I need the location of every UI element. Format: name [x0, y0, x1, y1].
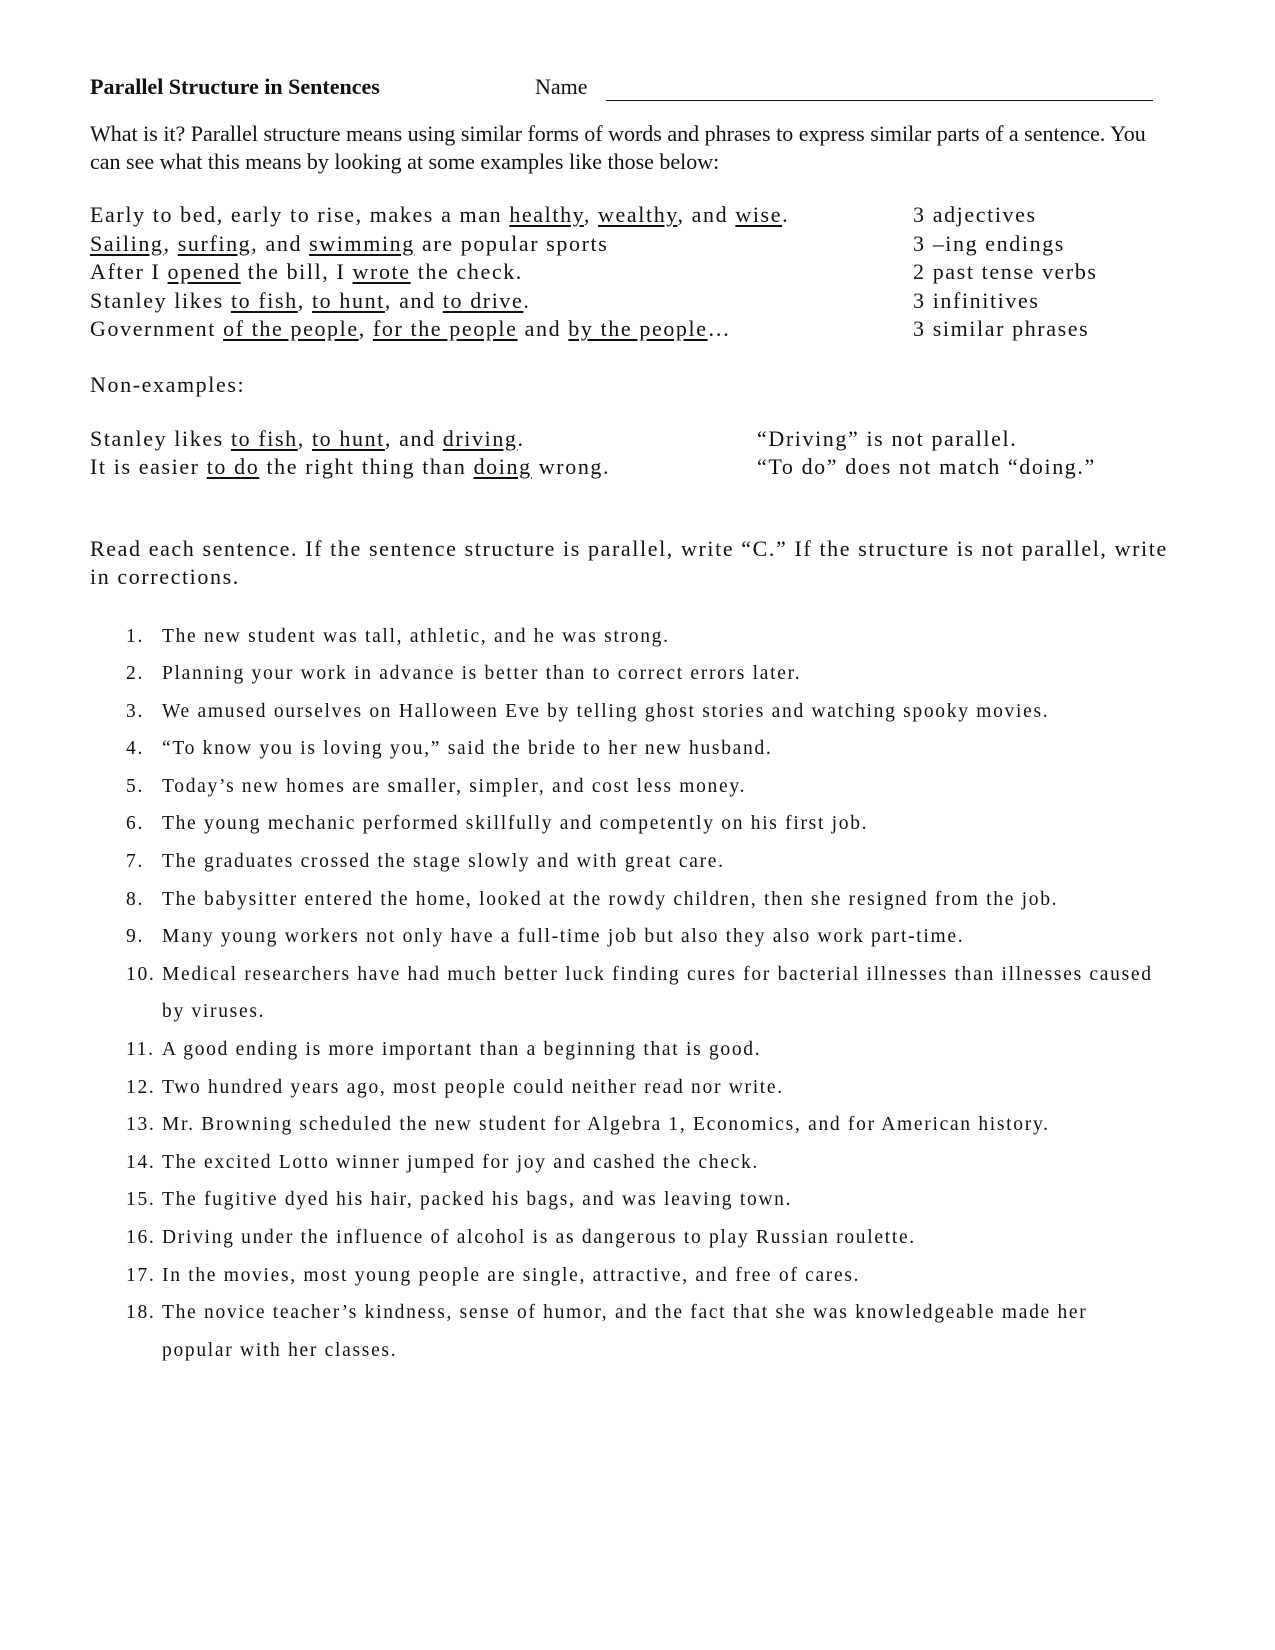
- exercise-item: [126, 693, 1162, 731]
- instructions-paragraph: Read each sentence. If the sentence structure is parallel, write “C.” If the structure is not parallel, write in corrections.: [90, 535, 1168, 589]
- example-note: 3 –ing endings: [913, 230, 1065, 256]
- item-text: Today’s new homes are smaller, simpler, and cost less money.: [162, 775, 747, 797]
- example-sentence: Stanley likes to fish, to hunt, and to drive.: [90, 287, 531, 313]
- exercise-item: [126, 881, 1162, 919]
- example-row: [90, 288, 1180, 317]
- item-number: 16.: [126, 1227, 156, 1248]
- exercise-item: [126, 1031, 1162, 1069]
- item-number: 3.: [126, 700, 145, 722]
- exercise-item: [126, 956, 1162, 1031]
- exercise-item: [126, 1294, 1162, 1369]
- item-number: 7.: [126, 851, 145, 873]
- example-row: [90, 231, 1180, 260]
- nonexample-sentence: Stanley likes to fish, to hunt, and driving.: [90, 425, 525, 451]
- item-text: Driving under the influence of alcohol is as dangerous to play Russian roulette.: [162, 1227, 916, 1248]
- nonexample-row: [90, 426, 1180, 455]
- item-number: 6.: [126, 813, 145, 835]
- exercise-item: [126, 655, 1162, 693]
- example-row: [90, 259, 1180, 288]
- item-number: 1.: [126, 625, 145, 647]
- example-note: 3 infinitives: [913, 287, 1040, 313]
- exercise-item: [126, 843, 1162, 881]
- worksheet-header: [90, 70, 1180, 106]
- item-text: Mr. Browning scheduled the new student for Algebra 1, Economics, and for American history.: [162, 1114, 1050, 1136]
- item-number: 5.: [126, 775, 145, 797]
- item-number: 11.: [126, 1039, 155, 1061]
- item-text: Two hundred years ago, most people could neither read nor write.: [162, 1076, 784, 1098]
- item-number: 8.: [126, 888, 145, 910]
- exercise-item: [126, 918, 1162, 956]
- name-label: Name: [535, 74, 588, 99]
- item-number: 4.: [126, 738, 145, 760]
- nonexample-note: “To do” does not match “doing.”: [757, 454, 1096, 479]
- item-number: 14.: [126, 1151, 156, 1173]
- nonexample-note: “Driving” is not parallel.: [757, 425, 1018, 451]
- item-number: 10.: [126, 963, 156, 985]
- item-text: The excited Lotto winner jumped for joy and cashed the check.: [162, 1151, 759, 1173]
- example-row: [90, 202, 1180, 231]
- example-sentence: Sailing, surfing, and swimming are popular sports: [90, 230, 609, 256]
- exercise-item: [126, 1181, 1162, 1219]
- item-number: 2.: [126, 663, 145, 685]
- example-row: [90, 316, 1180, 345]
- item-text: The novice teacher’s kindness, sense of humor, and the fact that she was knowledgeable made her popular with her classes.: [162, 1302, 1088, 1361]
- example-note: 3 similar phrases: [913, 316, 1090, 341]
- item-text: A good ending is more important than a beginning that is good.: [162, 1039, 762, 1061]
- item-text: Medical researchers have had much better luck finding cures for bacterial illnesses than illnesses caused by viruses.: [162, 963, 1153, 1023]
- nonexamples-block: [90, 426, 1180, 483]
- item-text: The new student was tall, athletic, and he was strong.: [162, 625, 670, 647]
- item-text: We amused ourselves on Halloween Eve by telling ghost stories and watching spooky movies.: [162, 700, 1050, 722]
- exercise-item: [126, 618, 1162, 656]
- worksheet-page: [90, 70, 1180, 1369]
- item-text: The fugitive dyed his hair, packed his bags, and was leaving town.: [162, 1189, 793, 1211]
- item-number: 12.: [126, 1076, 156, 1098]
- example-note: 2 past tense verbs: [913, 259, 1098, 284]
- item-number: 9.: [126, 926, 145, 948]
- exercise-item: [126, 805, 1162, 843]
- nonexample-sentence: It is easier to do the right thing than doing wrong.: [90, 454, 611, 479]
- item-text: Planning your work in advance is better than to correct errors later.: [162, 663, 802, 685]
- exercise-list: [90, 618, 1180, 1370]
- item-number: 18.: [126, 1302, 156, 1324]
- intro-paragraph: What is it? Parallel structure means using similar forms of words and phrases to express similar parts of a sentence. You can see what this means by looking at some examples like those below:: [90, 121, 1146, 174]
- item-text: The babysitter entered the home, looked at the rowdy children, then she resigned from the job.: [162, 888, 1059, 910]
- nonexample-row: [90, 454, 1180, 483]
- exercise-item: [126, 730, 1162, 768]
- item-text: The young mechanic performed skillfully and competently on his first job.: [162, 813, 869, 835]
- example-sentence: After I opened the bill, I wrote the check.: [90, 259, 523, 284]
- name-blank-line: [606, 100, 1153, 101]
- item-number: 17.: [126, 1264, 156, 1286]
- exercise-item: [126, 1219, 1162, 1257]
- item-text: Many young workers not only have a full-time job but also they also work part-time.: [162, 926, 965, 948]
- item-number: 13.: [126, 1114, 156, 1136]
- item-text: The graduates crossed the stage slowly and with great care.: [162, 851, 725, 873]
- exercise-item: [126, 1144, 1162, 1182]
- examples-block: [90, 202, 1180, 345]
- nonexamples-label: Non-examples:: [90, 371, 246, 397]
- example-note: 3 adjectives: [913, 202, 1037, 227]
- item-number: 15.: [126, 1189, 156, 1211]
- worksheet-title: Parallel Structure in Sentences: [90, 74, 380, 99]
- exercise-item: [126, 1257, 1162, 1295]
- exercise-item: [126, 768, 1162, 806]
- exercise-item: [126, 1106, 1162, 1144]
- item-text: In the movies, most young people are single, attractive, and free of cares.: [162, 1264, 861, 1286]
- example-sentence: Government of the people, for the people and by the people…: [90, 316, 732, 341]
- example-sentence: Early to bed, early to rise, makes a man healthy, wealthy, and wise.: [90, 202, 790, 227]
- exercise-item: [126, 1069, 1162, 1107]
- item-text: “To know you is loving you,” said the bride to her new husband.: [162, 738, 773, 760]
